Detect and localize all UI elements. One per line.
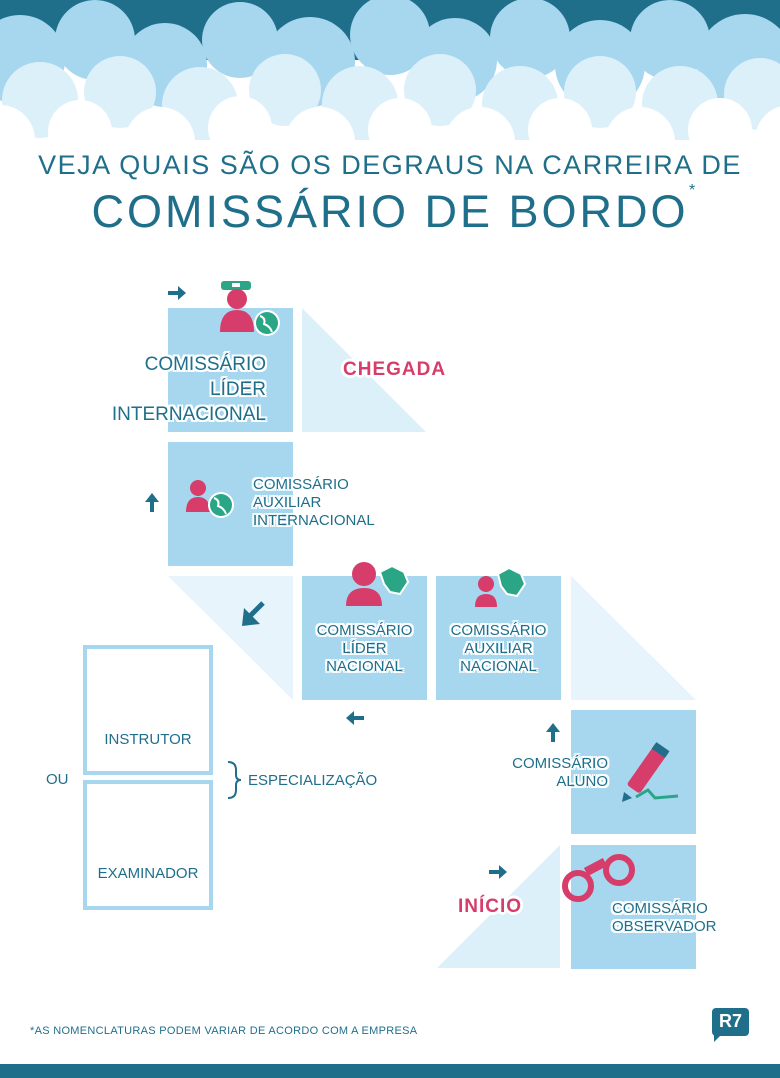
subtitle: VEJA QUAIS SÃO OS DEGRAUS NA CARREIRA DE [38,150,742,180]
arrival-tag: CHEGADA [343,359,447,380]
specialization-label: ESPECIALIZAÇÃO [248,772,378,789]
label-lider-internacional: COMISSÁRIO LÍDER INTERNACIONAL [111,354,266,425]
brace-icon [228,762,241,798]
label-observador: COMISSÁRIO OBSERVADOR [612,900,717,935]
brazil-map-icon [498,568,525,596]
person-icon [475,576,497,607]
globe-icon [208,492,234,518]
brazil-map-icon [380,566,408,594]
person-icon [346,562,382,606]
examiner-card [83,780,213,910]
globe-icon [254,310,280,336]
page-title: COMISSÁRIO DE BORDO [91,186,689,237]
instructor-label: INSTRUTOR [104,731,192,748]
person-icon [186,480,210,512]
r7-logo-text: R7 [718,1011,742,1031]
label-auxiliar-internacional: COMISSÁRIO AUXILIAR INTERNACIONAL [253,476,375,529]
bottom-bar [0,1064,780,1078]
examiner-label: EXAMINADOR [97,865,199,882]
label-auxiliar-nacional: COMISSÁRIO AUXILIAR NACIONAL [450,622,547,675]
label-lider-nacional: COMISSÁRIO LÍDER NACIONAL [316,622,413,675]
pilot-cap-person-icon [220,281,254,332]
title-asterisk: * [689,182,696,199]
binoculars-icon [565,857,632,899]
footnote: *AS NOMENCLATURAS PODEM VARIAR DE ACORDO COM A EMPRESA [30,1025,418,1037]
label-aluno: COMISSÁRIO ALUNO [512,755,608,790]
pen-icon [622,742,678,802]
or-label: OU [46,771,69,788]
instructor-card [83,645,213,775]
start-tag: INÍCIO [458,896,523,917]
